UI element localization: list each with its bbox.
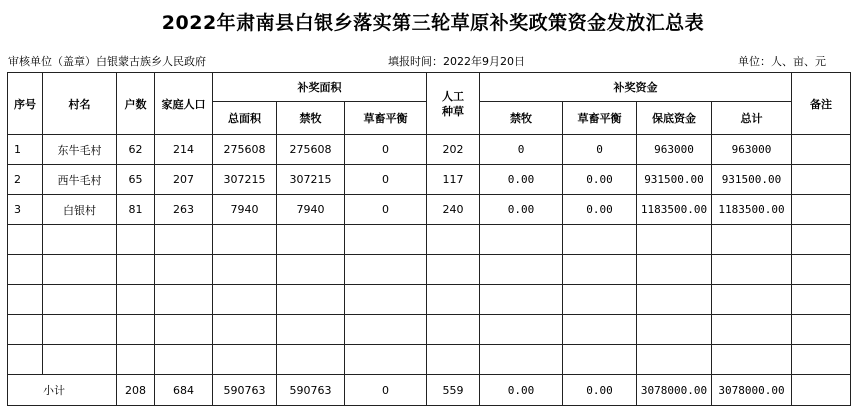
header-population: 家庭人口 xyxy=(155,73,213,135)
empty-row xyxy=(8,255,851,285)
cell-fund-balance xyxy=(563,315,637,345)
cell-artificial xyxy=(427,315,480,345)
cell-fund-protect: 3078000.00 xyxy=(637,375,712,406)
cell-fund-balance xyxy=(563,225,637,255)
cell-remark xyxy=(792,165,851,195)
cell-households xyxy=(117,255,155,285)
cell-fund-total xyxy=(712,225,792,255)
cell-fund-total: 931500.00 xyxy=(712,165,792,195)
cell-fund-balance: 0 xyxy=(563,135,637,165)
cell-fund-ban: 0 xyxy=(480,135,563,165)
cell-artificial xyxy=(427,285,480,315)
header-remark: 备注 xyxy=(792,73,851,135)
cell-artificial: 117 xyxy=(427,165,480,195)
cell-area-total: 7940 xyxy=(213,195,277,225)
cell-seq xyxy=(8,285,43,315)
cell-fund-ban: 0.00 xyxy=(480,195,563,225)
header-artificial: 人工种草 xyxy=(427,73,480,135)
cell-fund-balance: 0.00 xyxy=(563,375,637,406)
cell-seq xyxy=(8,315,43,345)
cell-fund-protect xyxy=(637,315,712,345)
cell-balance xyxy=(345,345,427,375)
cell-population: 214 xyxy=(155,135,213,165)
cell-seq: 1 xyxy=(8,135,43,165)
cell-fund-balance: 0.00 xyxy=(563,195,637,225)
document-title: 2022年肃南县白银乡落实第三轮草原补奖政策资金发放汇总表 xyxy=(161,12,705,34)
cell-balance: 0 xyxy=(345,135,427,165)
cell-artificial xyxy=(427,225,480,255)
cell-area-total: 307215 xyxy=(213,165,277,195)
cell-grazing-ban xyxy=(277,225,345,255)
cell-grazing-ban: 275608 xyxy=(277,135,345,165)
cell-artificial xyxy=(427,255,480,285)
cell-seq xyxy=(8,225,43,255)
header-fund-ban: 禁牧 xyxy=(480,102,563,135)
cell-fund-protect xyxy=(637,345,712,375)
cell-balance xyxy=(345,255,427,285)
header-fund-protect: 保底资金 xyxy=(637,102,712,135)
table-row xyxy=(8,165,851,195)
cell-balance: 0 xyxy=(345,195,427,225)
cell-fund-total: 1183500.00 xyxy=(712,195,792,225)
cell-remark xyxy=(792,225,851,255)
cell-households: 81 xyxy=(117,195,155,225)
cell-village: 东牛毛村 xyxy=(43,135,117,165)
header-area-total: 总面积 xyxy=(213,102,277,135)
cell-fund-total: 3078000.00 xyxy=(712,375,792,406)
cell-balance xyxy=(345,285,427,315)
cell-village xyxy=(43,285,117,315)
header-seq: 序号 xyxy=(8,73,43,135)
cell-fund-total xyxy=(712,315,792,345)
cell-area-total: 275608 xyxy=(213,135,277,165)
cell-population xyxy=(155,315,213,345)
cell-artificial: 202 xyxy=(427,135,480,165)
cell-village xyxy=(43,225,117,255)
cell-remark xyxy=(792,255,851,285)
empty-row xyxy=(8,225,851,255)
cell-households: 208 xyxy=(117,375,155,406)
cell-area-total: 590763 xyxy=(213,375,277,406)
empty-row xyxy=(8,315,851,345)
cell-village xyxy=(43,345,117,375)
cell-village: 白银村 xyxy=(43,195,117,225)
cell-population: 207 xyxy=(155,165,213,195)
cell-fund-balance xyxy=(563,345,637,375)
cell-fund-ban xyxy=(480,315,563,345)
cell-households: 65 xyxy=(117,165,155,195)
cell-households xyxy=(117,285,155,315)
subtotal-row xyxy=(8,375,851,406)
cell-seq: 2 xyxy=(8,165,43,195)
cell-area-total xyxy=(213,225,277,255)
cell-remark xyxy=(792,315,851,345)
cell-remark xyxy=(792,375,851,406)
reviewing-unit: 审核单位（盖章）白银蒙古族乡人民政府 xyxy=(8,55,206,68)
header-row-1 xyxy=(8,73,851,102)
cell-remark xyxy=(792,285,851,315)
cell-population xyxy=(155,255,213,285)
cell-fund-protect: 1183500.00 xyxy=(637,195,712,225)
cell-grazing-ban xyxy=(277,285,345,315)
header-grazing-ban: 禁牧 xyxy=(277,102,345,135)
cell-fund-protect xyxy=(637,285,712,315)
header-fund-total: 总计 xyxy=(712,102,792,135)
cell-fund-protect: 963000 xyxy=(637,135,712,165)
header-households: 户数 xyxy=(117,73,155,135)
unit-of-measure: 单位：人、亩、元 xyxy=(738,55,826,68)
cell-artificial xyxy=(427,345,480,375)
cell-fund-ban xyxy=(480,285,563,315)
empty-row xyxy=(8,345,851,375)
cell-remark xyxy=(792,135,851,165)
cell-grazing-ban xyxy=(277,315,345,345)
table-row xyxy=(8,195,851,225)
cell-grazing-ban: 7940 xyxy=(277,195,345,225)
header-balance: 草畜平衡 xyxy=(345,102,427,135)
header-village: 村名 xyxy=(43,73,117,135)
cell-balance: 0 xyxy=(345,165,427,195)
cell-area-total xyxy=(213,285,277,315)
cell-population: 684 xyxy=(155,375,213,406)
cell-population xyxy=(155,225,213,255)
cell-area-total xyxy=(213,255,277,285)
cell-fund-protect: 931500.00 xyxy=(637,165,712,195)
cell-village xyxy=(43,255,117,285)
cell-fund-total: 963000 xyxy=(712,135,792,165)
cell-population xyxy=(155,285,213,315)
header-area-group: 补奖面积 xyxy=(213,73,427,102)
cell-fund-protect xyxy=(637,225,712,255)
cell-grazing-ban xyxy=(277,345,345,375)
cell-fund-ban: 0.00 xyxy=(480,375,563,406)
cell-balance: 0 xyxy=(345,375,427,406)
cell-households: 62 xyxy=(117,135,155,165)
cell-households xyxy=(117,225,155,255)
table-row xyxy=(8,135,851,165)
cell-fund-total xyxy=(712,285,792,315)
header-funds-group: 补奖资金 xyxy=(480,73,792,102)
cell-households xyxy=(117,315,155,345)
cell-balance xyxy=(345,225,427,255)
cell-village xyxy=(43,315,117,345)
cell-seq: 3 xyxy=(8,195,43,225)
cell-fund-ban xyxy=(480,255,563,285)
cell-village: 西牛毛村 xyxy=(43,165,117,195)
cell-population xyxy=(155,345,213,375)
cell-remark xyxy=(792,195,851,225)
cell-fund-ban xyxy=(480,345,563,375)
cell-artificial: 240 xyxy=(427,195,480,225)
cell-balance xyxy=(345,315,427,345)
report-date: 填报时间：2022年9月20日 xyxy=(388,55,525,68)
cell-fund-protect xyxy=(637,255,712,285)
cell-fund-balance xyxy=(563,255,637,285)
cell-fund-total xyxy=(712,255,792,285)
cell-artificial: 559 xyxy=(427,375,480,406)
cell-grazing-ban xyxy=(277,255,345,285)
cell-remark xyxy=(792,345,851,375)
cell-fund-ban xyxy=(480,225,563,255)
cell-fund-total xyxy=(712,345,792,375)
cell-fund-ban: 0.00 xyxy=(480,165,563,195)
header-fund-balance: 草畜平衡 xyxy=(563,102,637,135)
cell-grazing-ban: 307215 xyxy=(277,165,345,195)
cell-area-total xyxy=(213,345,277,375)
cell-households xyxy=(117,345,155,375)
cell-fund-balance: 0.00 xyxy=(563,165,637,195)
cell-fund-balance xyxy=(563,285,637,315)
cell-population: 263 xyxy=(155,195,213,225)
subtotal-label: 小计 xyxy=(8,375,117,406)
empty-row xyxy=(8,285,851,315)
subsidy-summary-table xyxy=(7,72,851,406)
cell-grazing-ban: 590763 xyxy=(277,375,345,406)
cell-seq xyxy=(8,255,43,285)
cell-seq xyxy=(8,345,43,375)
cell-area-total xyxy=(213,315,277,345)
